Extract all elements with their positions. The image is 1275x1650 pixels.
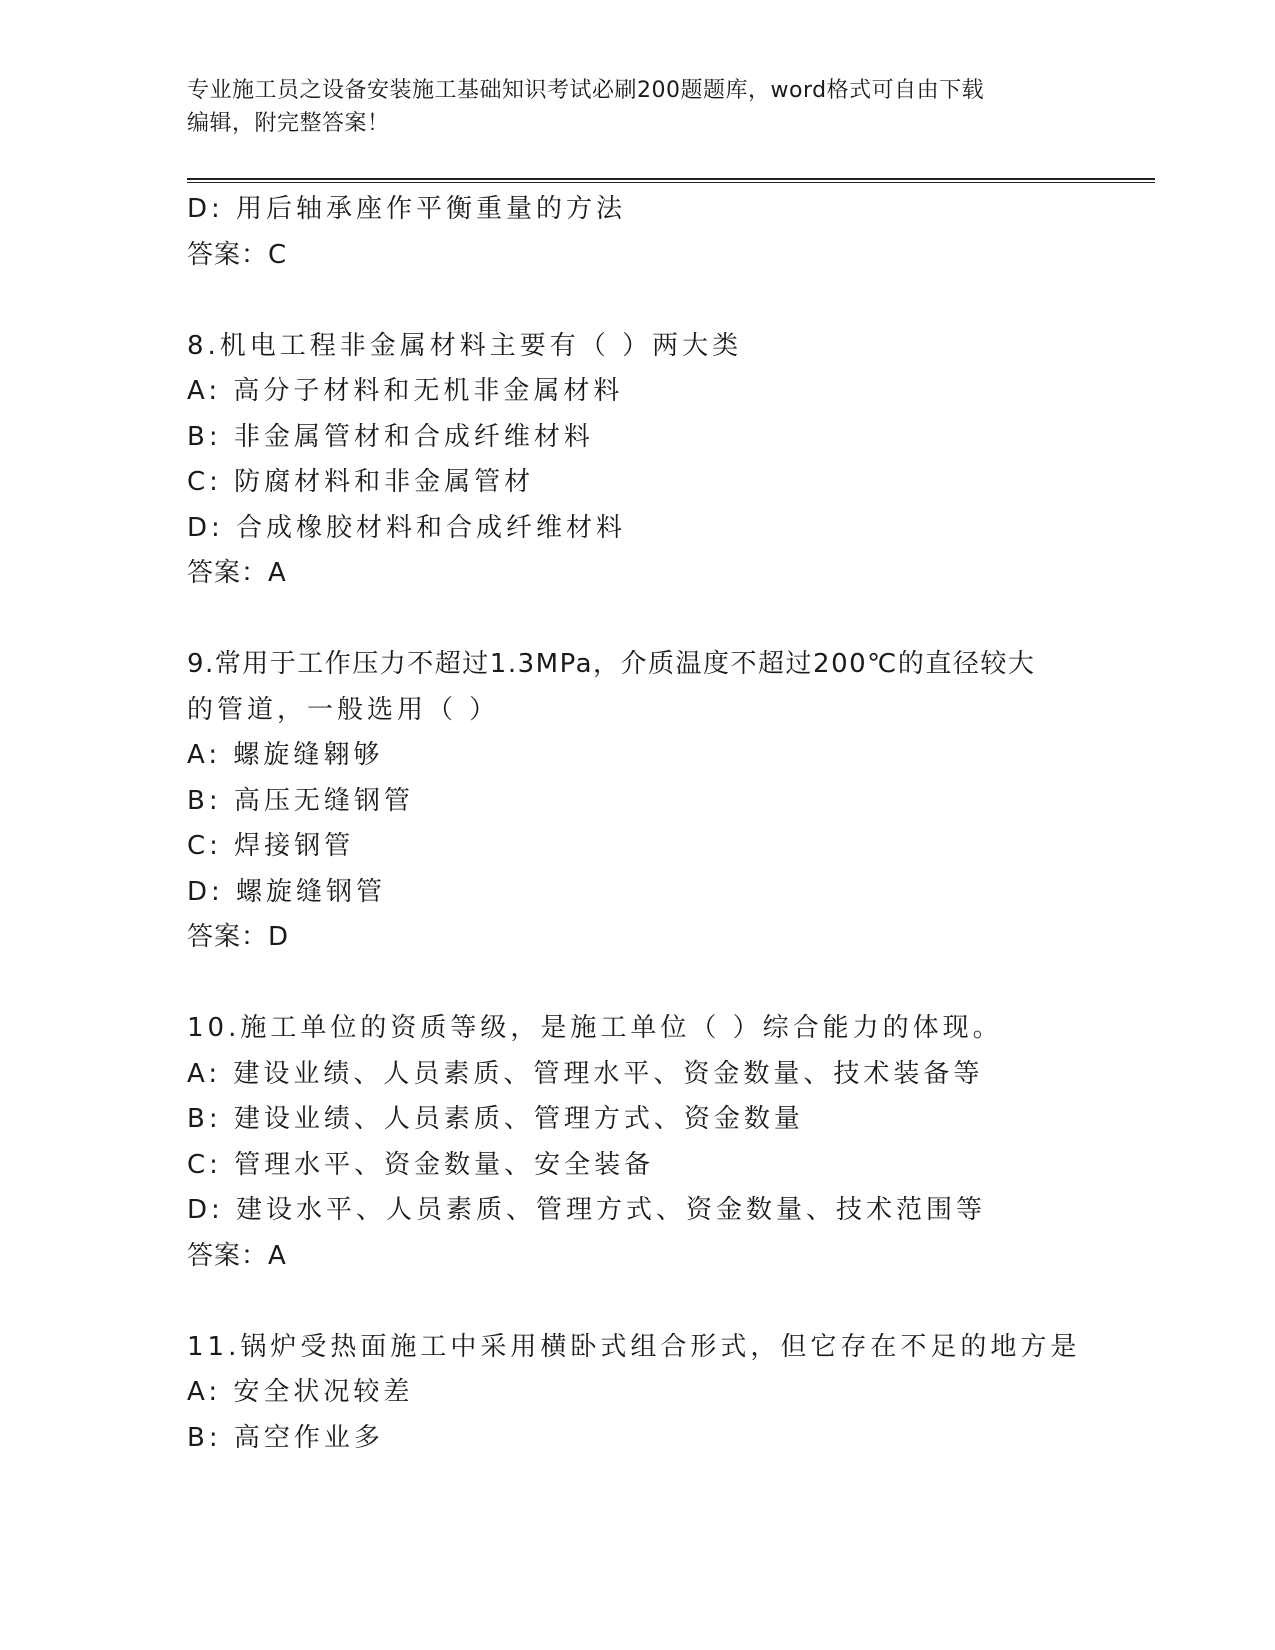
- q9-option-d: D: 螺旋缝钢管: [187, 876, 387, 907]
- header-divider: [187, 178, 1155, 183]
- prev-option-d: D: 用后轴承座作平衡重量的方法: [187, 194, 627, 224]
- q9-stem-line-1: 9.常用于工作压力不超过1.3MPa，介质温度不超过200℃的直径较大: [187, 649, 1036, 679]
- q8-option-c: C: 防腐材料和非金属管材: [187, 467, 535, 497]
- q11-option-b: B: 高空作业多: [187, 1422, 384, 1453]
- q9-option-b: B: 高压无缝钢管: [187, 785, 414, 816]
- q9-stem-line-2: 的管道，一般选用（ ）: [187, 694, 500, 725]
- q8-answer: 答案：A: [187, 558, 287, 588]
- prev-answer: 答案：C: [187, 239, 288, 270]
- q11-option-a: A: 安全状况较差: [187, 1377, 414, 1407]
- q8-option-a: A: 高分子材料和无机非金属材料: [187, 376, 624, 406]
- spacer: [187, 278, 1087, 324]
- question-list: [187, 187, 1087, 1461]
- q9-option-a: A: 螺旋缝翱够: [187, 740, 384, 770]
- q10-answer: 答案：A: [187, 1240, 287, 1271]
- q11-stem: 11.锅炉受热面施工中采用横卧式组合形式，但它存在不足的地方是: [187, 1331, 1081, 1362]
- q10-stem: 10.施工单位的资质等级，是施工单位（ ）综合能力的体现。: [187, 1013, 1003, 1043]
- q10-option-d: D: 建设水平、人员素质、管理方式、资金数量、技术范围等: [187, 1195, 987, 1225]
- spacer: [187, 961, 1087, 1007]
- q9-answer: 答案：D: [187, 922, 290, 952]
- q9-option-c: C: 焊接钢管: [187, 831, 355, 861]
- spacer: [187, 597, 1087, 643]
- q10-option-b: B: 建设业绩、人员素质、管理方式、资金数量: [187, 1104, 804, 1134]
- page-header: [187, 74, 1067, 140]
- q8-option-d: D: 合成橡胶材料和合成纤维材料: [187, 512, 627, 543]
- q10-option-c: C: 管理水平、资金数量、安全装备: [187, 1149, 655, 1180]
- q10-option-a: A: 建设业绩、人员素质、管理水平、资金数量、技术装备等: [187, 1058, 984, 1089]
- q8-option-b: B: 非金属管材和合成纤维材料: [187, 421, 594, 452]
- spacer: [187, 1279, 1087, 1325]
- header-line-2: 编辑，附完整答案！: [187, 111, 390, 136]
- q8-stem: 8.机电工程非金属材料主要有（ ）两大类: [187, 330, 743, 361]
- header-line-1: 专业施工员之设备安装施工基础知识考试必刷200题题库，word格式可自由下载: [187, 78, 985, 103]
